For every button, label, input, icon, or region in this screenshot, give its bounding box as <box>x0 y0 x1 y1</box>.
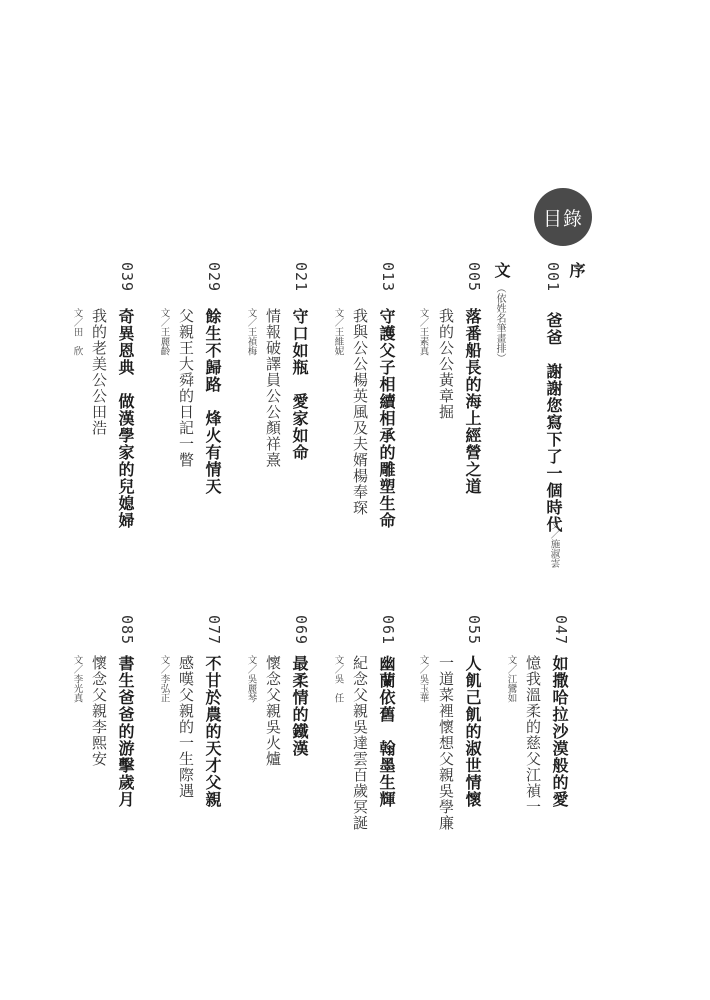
entry-title: 如撒哈拉沙漠般的愛 <box>550 655 569 808</box>
entry-title: 守護父子相續相承的雕塑生命 <box>377 308 396 529</box>
entry-subtitle: 一道菜裡懷想父親吳學廉 <box>437 655 455 831</box>
entry-page-number: 069 <box>292 615 310 646</box>
entry-page-number: 021 <box>292 262 310 293</box>
section-note: （依姓名筆畫排） <box>494 283 505 363</box>
entry-page-number: 047 <box>552 615 570 646</box>
entry-author: 文／吳玉華 <box>417 655 429 703</box>
entry-author: 文／王禎梅 <box>245 308 257 356</box>
entry-title: 幽蘭依舊 翰墨生輝 <box>377 655 396 808</box>
entry-subtitle: 父親王大舜的日記一瞥 <box>177 308 195 468</box>
entry-title: 落番船長的海上經營之道 <box>463 308 482 495</box>
entry-title: 奇異恩典 做漢學家的兒媳婦 <box>116 308 135 529</box>
entry-author: 文／李弘正 <box>158 655 170 703</box>
entry-author: 文／江鸞如 <box>505 655 517 703</box>
entry-page-number: 005 <box>465 262 483 293</box>
entry-page-number: 039 <box>118 262 136 293</box>
entry-title: 人飢己飢的淑世情懷 <box>463 655 482 808</box>
entry-author: 文／吳麗琴 <box>245 655 257 703</box>
entry-author: 文／施淑雲 <box>548 520 560 568</box>
entry-subtitle: 我的公公黃章掘 <box>437 308 455 420</box>
entry-title: 書生爸爸的游擊歲月 <box>116 655 135 808</box>
entry-author: 文／王素真 <box>417 308 429 356</box>
entry-page-number: 013 <box>379 262 397 293</box>
entry-author: 文／田 欣 <box>71 308 83 356</box>
toc-title: 目錄 <box>542 207 583 230</box>
entry-page-number: 055 <box>465 615 483 646</box>
entry-subtitle: 憶我溫柔的慈父江禎一 <box>524 655 542 815</box>
entry-title: 爸爸 謝謝您寫下了一個時代 <box>544 312 563 533</box>
entry-page-number: 077 <box>205 615 223 646</box>
entry-subtitle: 紀念父親吳達雲百歲冥誕 <box>351 655 369 831</box>
entry-title: 不甘於農的天才父親 <box>203 655 222 808</box>
entry-title: 餘生不歸路 烽火有情天 <box>203 308 222 495</box>
entry-author: 文／王維妮 <box>332 308 344 356</box>
entry-title: 最柔情的鐵漢 <box>290 655 309 757</box>
entry-title: 守口如瓶 愛家如命 <box>290 308 309 461</box>
toc-badge <box>534 188 592 246</box>
preface-label: 序 <box>567 262 586 278</box>
entry-subtitle: 懷念父親李熙安 <box>90 655 108 767</box>
entry-author: 文／吳 任 <box>332 655 344 703</box>
entry-page-number: 061 <box>379 615 397 646</box>
entry-subtitle: 懷念父親吳火爐 <box>264 655 282 767</box>
entry-author: 文／李光真 <box>71 655 83 703</box>
entry-author: 文／王麗齡 <box>158 308 170 356</box>
entry-subtitle: 我的老美公公田浩 <box>90 308 108 436</box>
entry-page-number: 029 <box>205 262 223 293</box>
entry-subtitle: 感嘆父親的一生際遇 <box>177 655 195 799</box>
entry-page-number: 001 <box>544 262 562 293</box>
entry-page-number: 085 <box>118 615 136 646</box>
entry-subtitle: 我與公公楊英風及夫婿楊奉琛 <box>351 308 369 516</box>
entry-subtitle: 情報破譯員公公顏祥熹 <box>264 308 282 468</box>
section-label: 文 <box>492 262 511 278</box>
